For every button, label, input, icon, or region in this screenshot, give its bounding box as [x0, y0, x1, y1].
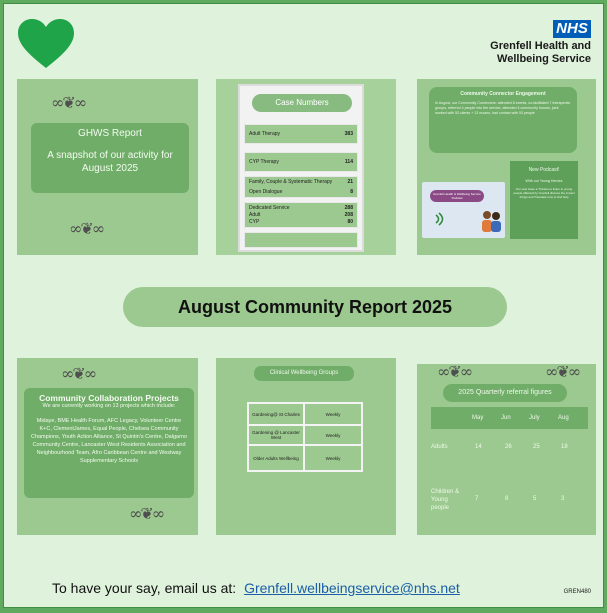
footer-contact	[52, 580, 460, 596]
report-intro-box	[31, 123, 189, 193]
case-row-small	[244, 232, 358, 248]
ornament-icon: ∞❦∞	[129, 504, 164, 523]
quarterly-tile: ∞❦∞ ∞❦∞ 2025 Quarterly referral figures May Jun July Aug Adults 14 26 25 18 Children & Young people 7 8 5 3	[417, 364, 596, 535]
groups-title: Clinical Wellbeing Groups	[254, 366, 354, 381]
case-row: Adult Therapy 383	[244, 124, 358, 144]
podcast-body: Our new Have a Thinkes to listen to young people affected by Grenfell discuss the impact things and Translate how to find help	[513, 187, 575, 199]
engagement-box	[429, 87, 577, 153]
ornament-icon: ∞❦∞	[61, 364, 96, 383]
page-title: August Community Report 2025	[123, 287, 507, 327]
email-link[interactable]: Grenfell.wellbeingservice@nhs.net	[244, 580, 460, 596]
report-intro-tile	[17, 79, 198, 255]
people-icon	[480, 208, 502, 234]
nhs-logo: NHS	[553, 20, 591, 38]
quarterly-header: May Jun July Aug	[431, 407, 588, 429]
case-row: Dedicated Service 288 Adult 208 CYP 80	[244, 202, 358, 228]
quarterly-title: 2025 Quarterly referral figures	[443, 384, 567, 402]
collaboration-body: Midaye, BME Health Forum, AFC Legacy, Volunteer Centre K+C, ClementJames, Equal People, Chelsea Community Champions, Youth Action Alliance, St Quintin's Centre, Dalgarno Community Centre, Lancaster West Residents Association and Neighbourhood Team, Afro Caribbean Centre and Westway Supplementary Schools	[30, 418, 188, 464]
case-numbers-title: Case Numbers	[252, 94, 352, 112]
report-title: GHWS Report	[78, 128, 142, 139]
ornament-icon: ∞❦∞	[51, 93, 86, 112]
table-row: Gardening @ Lancaster West Weekly	[249, 426, 361, 446]
ornament-icon: ∞❦∞	[545, 364, 580, 381]
report-subtitle-2: August 2025	[81, 163, 139, 174]
report-page	[3, 3, 604, 608]
podcast-subtitle: With our Young Heroes	[525, 179, 563, 183]
case-row: CYP Therapy 114	[244, 152, 358, 172]
engagement-body: In August, our Community Connectors: attended 8 events, co-facilitated 7 therapeutic groups, referred 4 people into the service, attended 4 community forums, joint worked with 53 clients + 13 moans, had contact with 53 people	[435, 101, 571, 115]
report-subtitle-1: A snapshot of our activity for	[47, 150, 173, 161]
ornament-icon: ∞❦∞	[69, 219, 104, 238]
case-numbers-tile	[216, 79, 396, 255]
collaboration-title: Community Collaboration Projects	[39, 393, 179, 403]
groups-tile	[216, 358, 396, 535]
footer-text: To have your say, email us at:	[52, 580, 237, 596]
organisation-name: Grenfell Health and Wellbeing Service	[490, 40, 591, 65]
table-row: Older Adults Wellbeing Weekly	[249, 446, 361, 470]
podcast-banner: Grenfell Health & Wellbeing Service Podcast	[430, 190, 484, 202]
table-row: Gardening@ St Charles Weekly	[249, 404, 361, 426]
document-code: GREN480	[563, 589, 591, 595]
podcast-graphic	[422, 182, 505, 238]
collaboration-subtitle: We are currently working on 13 projects which include:	[42, 403, 176, 409]
groups-table	[247, 402, 363, 472]
podcast-box	[510, 161, 578, 239]
engagement-title: Community Connector Engagement	[460, 91, 546, 97]
sound-icon	[434, 212, 446, 226]
ornament-icon: ∞❦∞	[437, 364, 472, 381]
heart-icon	[16, 18, 76, 70]
podcast-title: New Podcast!	[528, 167, 560, 173]
collaboration-tile	[17, 358, 198, 535]
engagement-tile	[417, 79, 596, 255]
case-numbers-card	[238, 84, 364, 252]
case-row: Family, Couple & Systematic Therapy 21 Open Dialogue 8	[244, 176, 358, 198]
collaboration-box	[24, 388, 194, 498]
